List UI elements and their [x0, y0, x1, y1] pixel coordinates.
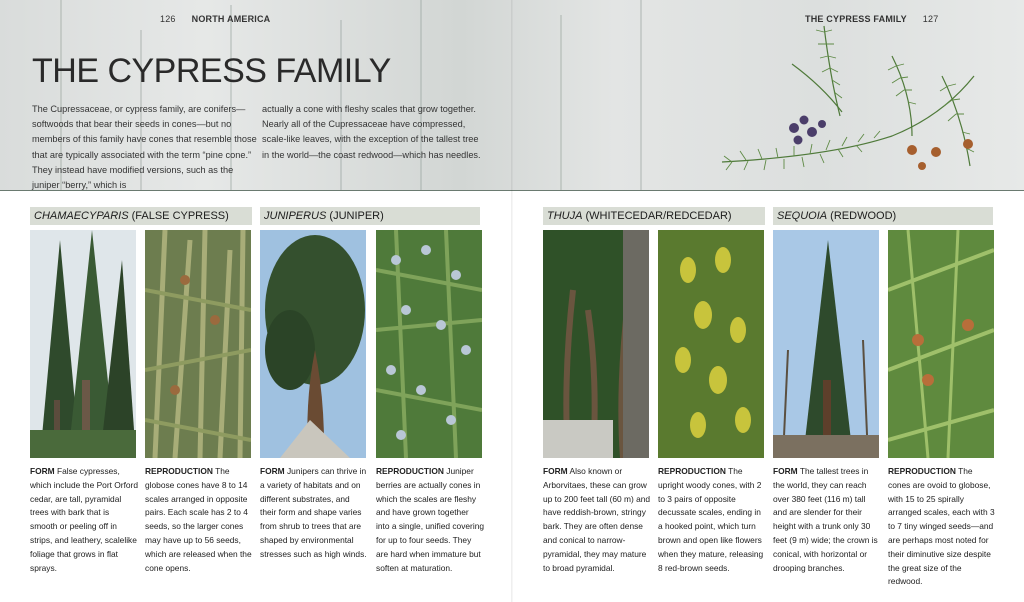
- section-juniperus: [260, 207, 480, 225]
- caption-sequoia-form: [773, 465, 881, 575]
- caption-label: FORM: [543, 466, 568, 476]
- caption-text: The cones are ovoid to globose, with 15 to 25 spirally arranged scales, each with 3 to 7 tiny winged seeds—and are perhaps most noted for their diminutive size despite the great size of the redwood.: [888, 466, 995, 587]
- caption-juniperus-reproduction: [376, 465, 484, 575]
- caption-label: REPRODUCTION: [376, 466, 444, 476]
- caption-text: Juniper berries are actually cones in which the scales are fleshy and have grown together into a single, unified covering for up to four seeds. They are hard when immature but soften at maturation.: [376, 466, 485, 573]
- page-number-right: 127: [922, 14, 939, 24]
- caption-thuja-form: [543, 465, 651, 575]
- photo-redwood-tree: [773, 230, 879, 458]
- section-head-left: NORTH AMERICA: [191, 14, 271, 24]
- photo-thuja-forest: [543, 230, 649, 458]
- section-head-right: THE CYPRESS FAMILY: [805, 14, 907, 24]
- caption-label: FORM: [30, 466, 55, 476]
- intro-column-1: The Cupressaceae, or cypress family, are conifers—softwoods that bear their seeds in cones—but no members of this family have cones that resemble those that are typically associated with the term “pine cone.” They instead have modified versions, such as the juniper “berry,” which is: [32, 104, 257, 191]
- caption-chamaecyparis-reproduction: [145, 465, 253, 575]
- genus-name: SEQUOIA: [777, 210, 828, 222]
- caption-label: FORM: [773, 466, 798, 476]
- caption-text: Junipers can thrive in a variety of habitats and on different substrates, and their form and shape varies from shrub to trees that are shaped by environmental stresses such as high winds.: [260, 466, 367, 559]
- section-sequoia: [773, 207, 993, 225]
- photo-redwood-cones: [888, 230, 994, 458]
- caption-label: REPRODUCTION: [658, 466, 726, 476]
- genus-name: JUNIPERUS: [264, 210, 327, 222]
- caption-sequoia-reproduction: [888, 465, 996, 589]
- photo-thuja-cones: [658, 230, 764, 458]
- caption-text: Also known or Arborvitaes, these can grow up to 200 feet tall (60 m) and have reddish-brown, stringy bark. They are often dense and conical to narrow-pyramidal, they may mature to broad pyramidal.: [543, 466, 651, 573]
- common-name: (REDWOOD): [827, 210, 897, 222]
- caption-label: REPRODUCTION: [888, 466, 956, 476]
- intro-column-2: actually a cone with fleshy scales that grow together. Nearly all of the Cupressaceae have compressed, scale-like leaves, with the exception of the tallest tree in the world—the coast redwood—which has needles.: [262, 104, 481, 160]
- section-chamaecyparis: [30, 207, 252, 225]
- genus-name: CHAMAECYPARIS: [34, 210, 129, 222]
- caption-chamaecyparis-form: [30, 465, 138, 575]
- caption-text: The globose cones have 8 to 14 scales arranged in opposite pairs. Each scale has 2 to 4 seeds, so the larger cones may have up to 56 seeds, which are released when the cone opens.: [145, 466, 252, 573]
- left-running-head: [160, 14, 270, 24]
- caption-label: FORM: [260, 466, 285, 476]
- page-title: THE CYPRESS FAMILY: [32, 52, 391, 90]
- caption-juniperus-form: [260, 465, 368, 562]
- common-name: (FALSE CYPRESS): [128, 210, 229, 222]
- common-name: (JUNIPER): [326, 210, 384, 222]
- photo-juniper-berries: [376, 230, 482, 458]
- photo-juniper-tree: [260, 230, 366, 458]
- photo-false-cypress-cones: [145, 230, 251, 458]
- caption-thuja-reproduction: [658, 465, 766, 575]
- juniper-sprig-illustration: [712, 16, 1012, 194]
- page-number-left: 126: [160, 14, 176, 24]
- section-thuja: [543, 207, 765, 225]
- genus-name: THUJA: [547, 210, 583, 222]
- common-name: (WHITECEDAR/REDCEDAR): [582, 210, 732, 222]
- photo-false-cypress-trees: [30, 230, 136, 458]
- caption-text: The tallest trees in the world, they can reach over 380 feet (116 m) tall and are slender for their height with a trunk only 30 feet (9 m) wide; the crown is conical, with horizontal or drooping branches.: [773, 466, 878, 573]
- caption-text: The upright woody cones, with 2 to 3 pairs of opposite decussate scales, ending in a hooked point, which turn brown and open like flowers when they mature, releasing 8 red-brown seeds.: [658, 466, 764, 573]
- caption-label: REPRODUCTION: [145, 466, 213, 476]
- book-spine: [511, 0, 513, 602]
- caption-text: False cypresses, which include the Port Orford cedar, are tall, pyramidal trees with bark that is smooth or peeling off in strips, and leathery, scalelike foliage that grows in flat sprays.: [30, 466, 138, 573]
